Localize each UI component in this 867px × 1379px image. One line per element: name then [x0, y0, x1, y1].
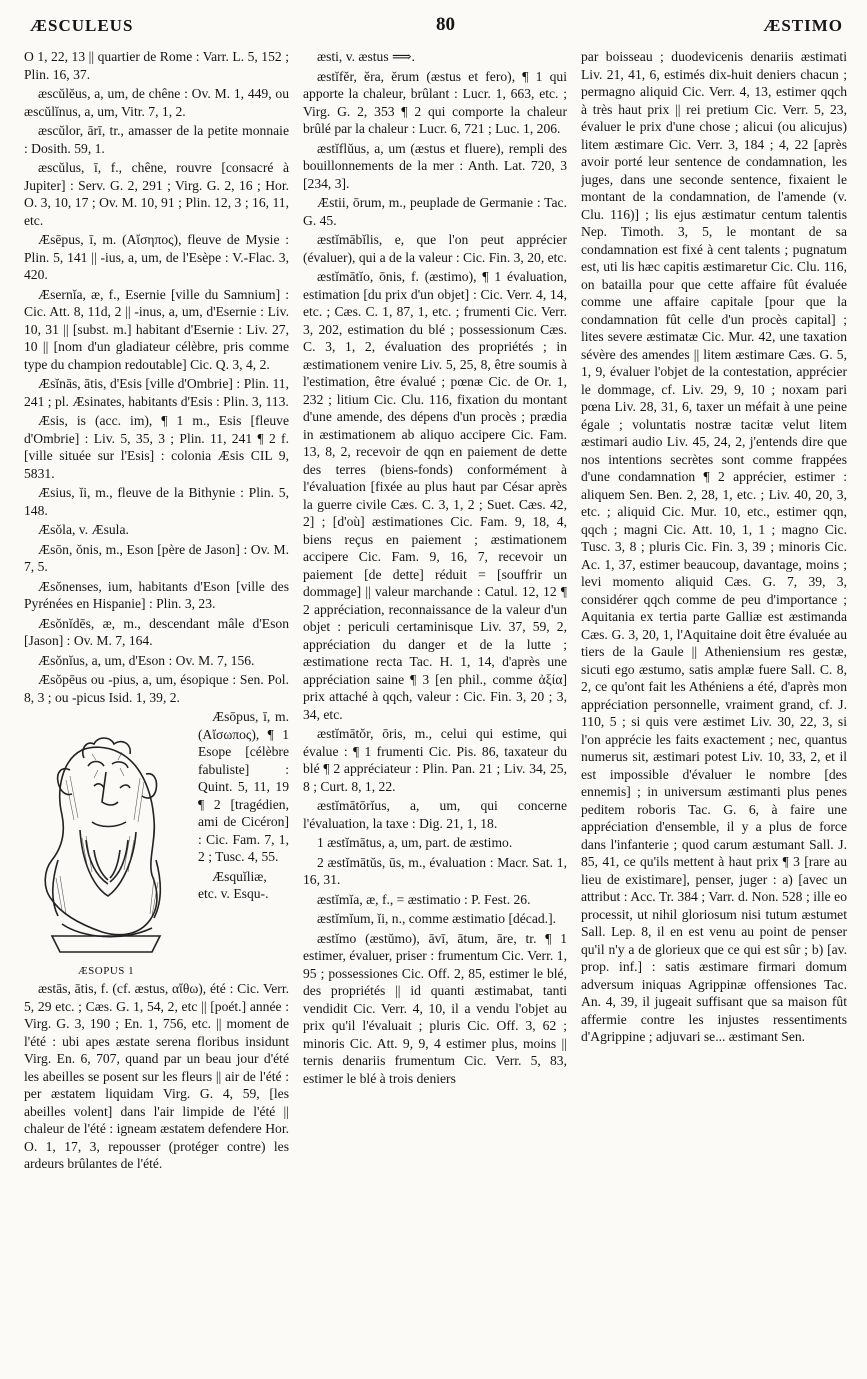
entry: æscŭlĕus, a, um, de chêne : Ov. M. 1, 449, ou æscŭlĭnus, a, um, Vitr. 7, 1, 2. [24, 86, 289, 119]
column-2 [303, 48, 567, 1373]
entry: Æsŏpēus ou -pius, a, um, ésopique : Sen. Pol. 8, 3 ; ou -picus Isid. 1, 39, 2. [24, 672, 289, 705]
entry: æscŭlor, ārī, tr., amasser de la petite monnaie : Dosith. 59, 1. [24, 123, 289, 156]
column-1 [24, 48, 289, 1373]
entry: Æsŏla, v. Æsula. [38, 522, 129, 537]
running-head-right: ÆSTIMO [763, 16, 843, 35]
column-3 [581, 48, 847, 1373]
entry: æscŭlus, ī, f., chêne, rouvre [consacré à Jupiter] : Serv. G. 2, 291 ; Virg. G. 2, 16 ; Hor. O. 3, 10, 17 ; Ov. M. 10, 91 ; Plin. 12, 3 ; 16, 11, etc. [24, 160, 289, 228]
aesop-bust-figure [24, 710, 190, 980]
entry: æstĭmĭum, ĭi, n., comme æstimatio [décad.]. [317, 911, 556, 926]
entry: æstĭmātōrĭus, a, um, qui concerne l'évaluation, la taxe : Dig. 21, 1, 18. [303, 798, 567, 831]
page-number: 80 [436, 14, 455, 35]
entry: Æsēpus, ī, m. (Αἴσηπος), fleuve de Mysie : Plin. 5, 141 || -ius, a, um, de l'Esèpe : V.-Flac. 3, 420. [24, 232, 289, 282]
entry: Æsis, is (acc. im), ¶ 1 m., Esis [fleuve d'Ombrie] : Liv. 5, 35, 3 ; Plin. 11, 241 ¶ 2 f. [ville située sur l'Esis] : colonia Æsis CIL 9, 5831. [24, 413, 289, 481]
entry: Æsŏnĭdēs, æ, m., descendant mâle d'Eson [Jason] : Ov. M. 7, 164. [24, 615, 289, 648]
entry: Æsius, ĭi, m., fleuve de la Bithynie : Plin. 5, 148. [24, 485, 289, 518]
entry: O 1, 22, 13 || quartier de Rome : Varr. L. 5, 152 ; Plin. 16, 37. [24, 49, 289, 82]
entry: Æsŏnĭus, a, um, d'Eson : Ov. M. 7, 156. [38, 652, 255, 668]
running-head-left: ÆSCULEUS [30, 16, 134, 35]
entry: 2 æstĭmātŭs, ūs, m., évaluation : Macr. Sat. 1, 16, 31. [303, 854, 567, 887]
entry: æstĭmātĭo, ōnis, f. (æstimo), ¶ 1 évaluation, estimation [du prix d'un objet] : Cic. Verr. 4, 14, etc. ; Cæs. C. 1, 87, 1, etc. ; frumenti Cic. Verr. 3, 202, estimation du blé ; possessionum Cæs. C. 3, 1, 2, évaluation des propriétés ; in æstimationem venire Liv. 5, 25, 8, être soumis à l'estimation, être évalué ; pœnæ Cic. de Or. 1, 232 ; litium Cic. Clu. 116, fixation du montant d'une amende, des dépens d'un procès ; prædia in æstimationem ab aliquo accipere Cic. Fam. 13, 8, 2, recevoir de qqn en paiement de dette des terres (biens-fonds) conformément à l'évaluation [fixée au plus haut par César après la guerre civile Cæs. C. 3, 1, 2 ; Suet. Cæs. 42, 2] ; [d'où] æstimationes Cic. Fam. 9, 18, 4, biens reçus en paiement ; æstimationem accipere Cic. Fam. 9, 16, 7, recevoir un paiement [de dette] réduit = [souffrir un dommage] || valeur marchande : Catul. 12, 12 ¶ 2 appréciation, reconnaissance de la valeur d'un objet : periculi certaminisque Liv. 37, 59, 2, appréciation du danger et de la lutte ; æstimatione recta Tac. H. 1, 14, d'après une appréciation saine ¶ 3 [en phil., comme ἀξία] prix attaché à qqch, valeur : Cic. Fin. 3, 20 ; 3, 34, etc. [303, 269, 567, 722]
entry: æstĭmo (æstŭmo), āvī, ātum, āre, tr. ¶ 1 estimer, évaluer, priser : frumentum Cic. Verr. 1, 95 ; possessiones Cic. Off. 2, 85, estimer le blé, des propriétés || id quanti æstimabat, tanti vendidit Cic. Verr. 4, 10, il a vendu l'objet au prix qu'il l'évaluait ; pluris Cic. Off. 3, 62 ; minoris Cic. Att. 9, 9, 4 estimer plus, moins || ternis denariis frumentum Cic. Verr. 5, 83, estimer le blé à trois deniers [303, 930, 567, 1086]
entry: æstĭmātŏr, ōris, m., celui qui estime, qui évalue : ¶ 1 frumenti Cic. Pis. 86, taxateur du blé ¶ 2 appréciateur : Plin. Pan. 21 ; Liv. 34, 25, 8 ; Curt. 8, 1, 22. [303, 726, 567, 794]
entry: æsti, v. æstus ⟹. [317, 49, 415, 64]
entry: Æsōn, ŏnis, m., Eson [père de Jason] : Ov. M. 7, 5. [24, 541, 289, 574]
entry: Æsŏnenses, ium, habitants d'Eson [ville des Pyrénées en Hispanie] : Plin. 3, 23. [24, 578, 289, 611]
entry: Æsōpus, ī, m. (Αἴσωπος), ¶ 1 Esope [célèbre fabuliste] : Quint. 5, 11, 19 ¶ 2 [tragédien, ami de Cicéron] : Cic. Fam. 7, 1, 2 ; Tusc. 4, 55. [198, 709, 289, 864]
entry: 1 æstĭmātus, a, um, part. de æstimo. [317, 835, 513, 850]
aesop-bust-icon [24, 710, 190, 965]
entry: æstĭflŭus, a, um (æstus et fluere), rempli des bouillonnements de la mer : Anth. Lat. 720, 3 [234, 3]. [303, 140, 567, 191]
page-header [24, 16, 849, 46]
entry: Æsernĭa, æ, f., Esernie [ville du Samnium] : Cic. Att. 8, 11d, 2 || -inus, a, um, d'Esernie : Liv. 10, 31 || [subst. m.] habitant d'Esernie : Liv. 27, 10 || [nom d'un gladiateur célèbre, pris comme type du champion redoutable] Cic. Q. 3, 4, 2. [24, 286, 289, 372]
entry: æstĭfĕr, ĕra, ĕrum (æstus et fero), ¶ 1 qui apporte la chaleur, brûlant : Lucr. 1, 663, etc. ; Virg. G. 2, 353 ¶ 2 qui comporte la chaleur brûlé par la chaleur : Lucr. 6, 721 ; Luc. 1, 206. [303, 68, 567, 136]
entry: par boisseau ; duodevicenis denariis æstimati Liv. 21, 41, 6, estimés dix-huit deniers chacun ; permagno aliquid Cic. Verr. 4, 13, estimer qqch à très haut prix || rei pretium Cic. Verr. 5, 23, évaluer le prix d'une chose ; alicui (ou alicujus) litem æstimare Cic. Verr. 3, 184 ; 4, 22 [après avoir porté leur sentence de condamnation, les juges, dans une seconde sentence, fixaient le montant de la condamnation, de l'amende (v. Clu. 116)] ; lis ejus æstimatur centum talentis Nep. Timoth. 3, 5, le montant de sa condamnation est fixé à cent talents ; pugnatum est, uti lis hæc capitis æstimaretur Cic. Clu. 116, on batailla pour que cette affaire fût évaluée comme une affaire capitale [pour que la condamnation fût celle d'un procès capital] ; lites severe æstimatæ Cic. Mur. 42, une taxation sévère des amendes || litem æstimare Cæs. G. 5, 1, 9, évaluer l'objet de la contestation, apprécier le dommage, cf. Liv. 29, 9, 10 ; noxam pari pœna Liv. 28, 31, 6, taxer un méfait à une peine égale ; voluntatis nostræ tacitæ velut litem æstimari audio Liv. 45, 24, 2, j'entends dire que nos intentions secrètes sont comme frappées d'une condamnation ¶ 2 apprécier, estimer : aliquem Sen. Ben. 2, 28, 1, etc. ; Liv. 40, 20, 3, etc. ; aliquid Cic. Mur. 10, etc., estimer qqn, qqch ; magni Cic. Att. 10, 1, 1 ; magno Cic. Tusc. 3, 8 ; pluris Cic. Fin. 3, 39 ; minoris Cic. Ac. 1, 37, estimer beaucoup, davantage, moins ; levi momento aliquid Cæs. G. 7, 39, 3, considérer qqch comme de peu d'importance ; Aquitania ex tertia parte Galliæ est æstimanda Cæs. G. 3, 20, 1, l'Aquitaine doit être évaluée au tiers de la Gaule || Atheniensium res gestæ, sicuti ego æstumo, satis amplæ fuere Sall. C. 8, 2, ce qu'ont fait les Athéniens a été, d'après mon appréciation personnelle, vraiment grand, cf. J. 110, 5 ; si quis vere æstimet Liv. 30, 22, 3, si l'on apprécie les faits exactement ; nec, quantus numerus sit, æstimari potest Liv. 10, 33, 2, et il est impossible d'évaluer le nombre [des ennemis] ; in universum æstimanti plus penes peditem roboris Tac. G. 6, à faire une appréciation d'ensemble, il y a plus de force dans l'infanterie ; quod carum æstumant Sall. J. 85, 41, ce qu'ils mettent à haut prix ¶ 3 [rare au lieu de existimare], penser, juger : a) [avec un attribut : Acc. Tr. 384 ; Varr. d. Non. 528 ; ille eo processit, ut nihil gloriosum nisi tutum æstumet Sall. Lep. 8, il en est venu au point de penser qu'il n'y a de glorieux que ce qui est sûr ; b) [av. prop. inf.] : satis æstimare firmari domum adversum iniquas Agrippinæ offensiones Tac. An. 4, 39, il jugeait suffisant que sa maison fût affermie contre les injustes ressentiments d'Agrippine ; adjuvari se... æstimant Sen. [581, 49, 847, 1044]
entry: æstĭmĭa, æ, f., = æstimatio : P. Fest. 26. [317, 891, 531, 907]
entry: Æstii, ōrum, m., peuplade de Germanie : Tac. G. 45. [303, 195, 567, 228]
entry: æstĭmābĭlis, e, que l'on peut apprécier (évaluer), qui a de la valeur : Cic. Fin. 3, 20, etc. [303, 232, 567, 265]
entry: Æsquĭliæ, etc. v. Esqu-. [198, 868, 269, 901]
entry: Æsĭnās, ātis, d'Esis [ville d'Ombrie] : Plin. 11, 241 ; pl. Æsinates, habitants d'Esis : Plin. 3, 113. [24, 376, 289, 409]
figure-caption: ÆSOPUS 1 [77, 964, 135, 977]
entry: æstās, ātis, f. (cf. æstus, αἴθω), été : Cic. Verr. 5, 29 etc. ; Cæs. G. 1, 54, 2, etc || [poét.] année : Virg. G. 3, 190 ; En. 1, 756, etc. || moment de l'été : ubi apes æstate serena floribus insidunt Virg. En. 6, 707, quand par un beau jour d'été les abeilles se posent sur les fleurs || air de l'été : per æstatem liquidam Virg. G. 4, 59, [les abeilles volent] dans l'air limpide de l'été || chaleur de l'été : igneam æstatem defendere Hor. O. 1, 17, 3, repousser (protéger contre) les ardeurs brûlantes de l'été. [24, 981, 289, 1171]
